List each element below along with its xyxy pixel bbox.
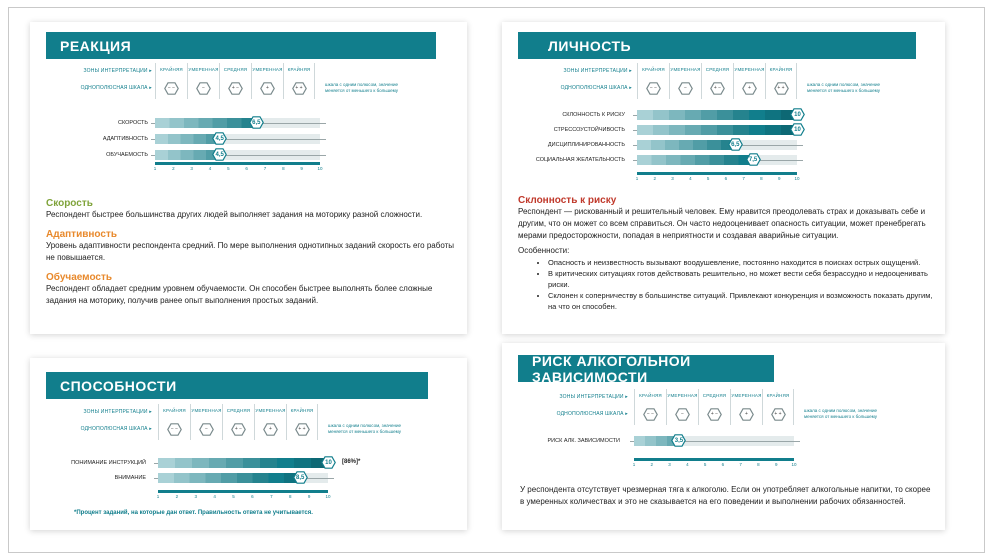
footnote: *Процент заданий, на которые дан ответ. Правильность ответа не учитывается. xyxy=(74,510,313,516)
section-text-adaptivity: Уровень адаптивности респондента средний. По мере выполнения однотипных заданий скорость его работы не повышается. xyxy=(46,241,455,262)
zone-columns xyxy=(155,63,315,99)
scale-label: ОДНОПОЛЮСНАЯ ШКАЛА ▸ xyxy=(80,426,152,432)
zone-icon: + − xyxy=(220,77,251,99)
zone-name: КРАЙНЯЯ xyxy=(290,408,314,413)
scale-fill xyxy=(637,140,735,150)
zones-label: ЗОНЫ ИНТЕРПРЕТАЦИИ ▸ xyxy=(559,394,628,400)
zone-name: УМЕРЕННАЯ xyxy=(731,393,762,398)
scale-fill xyxy=(158,458,328,468)
zones-label: ЗОНЫ ИНТЕРПРЕТАЦИИ ▸ xyxy=(83,68,152,74)
scale-fill xyxy=(158,473,300,483)
axis-tick: 9 xyxy=(300,166,303,171)
axis-tick: 3 xyxy=(190,166,193,171)
zone-column xyxy=(187,63,219,99)
zone-column xyxy=(286,404,318,440)
zone-icon: + xyxy=(255,418,286,440)
axis-tick: 5 xyxy=(227,166,230,171)
zone-column xyxy=(733,63,765,99)
features-list xyxy=(518,257,933,312)
axis-tick: 2 xyxy=(653,176,657,181)
axis-tick: 8 xyxy=(288,494,292,499)
zone-icon: + + xyxy=(287,418,317,440)
axis-tick: 2 xyxy=(650,462,654,467)
axis-tick: 6 xyxy=(721,462,725,467)
axis-tick: 8 xyxy=(760,176,763,181)
value-badge: 7,5 xyxy=(746,153,761,166)
zone-icon: − xyxy=(667,403,698,425)
zone-name: УМЕРЕННАЯ xyxy=(670,67,701,72)
zone-icon: − xyxy=(191,418,222,440)
scale-note: шкала с одним полюсом, значение меняется от меньшего к большему xyxy=(325,82,399,93)
zone-icon: + xyxy=(731,403,762,425)
zone-column xyxy=(669,63,701,99)
axis-line xyxy=(634,458,794,461)
scale-row-label: ДИСЦИПЛИНИРОВАННОСТЬ xyxy=(547,142,625,148)
zone-name: СРЕДНЯЯ xyxy=(223,67,248,72)
axis-tick: 2 xyxy=(172,166,175,171)
axis-tick: 1 xyxy=(635,176,639,181)
axis-tick: 7 xyxy=(742,176,745,181)
zone-icon: + xyxy=(252,77,283,99)
zone-name: УМЕРЕННАЯ xyxy=(667,393,698,398)
scale-row-label: ПОНИМАНИЕ ИНСТРУКЦИЙ xyxy=(71,460,146,466)
scale-fill xyxy=(637,155,753,165)
zone-name: СРЕДНЯЯ xyxy=(226,408,251,413)
scale-label: ОДНОПОЛЮСНАЯ ШКАЛА ▸ xyxy=(80,85,152,91)
scale-row-label: ВНИМАНИЕ xyxy=(114,475,146,481)
scale-fill xyxy=(155,150,219,160)
scale-fill xyxy=(637,125,797,135)
zone-name: КРАЙНЯЯ xyxy=(639,393,662,398)
zone-column xyxy=(158,404,190,440)
zone-column xyxy=(698,389,730,425)
value-badge: 6,5 xyxy=(728,138,743,151)
axis-tick: 1 xyxy=(632,462,636,467)
axis-tick: 10 xyxy=(317,166,323,171)
zone-column xyxy=(637,63,669,99)
value-badge: 4,5 xyxy=(212,148,227,161)
section-heading-adaptivity: Адаптивность xyxy=(46,229,117,240)
axis-tick: 9 xyxy=(774,462,778,467)
value-badge: 10 xyxy=(790,108,805,121)
abilities-card xyxy=(30,358,467,530)
axis-tick: 6 xyxy=(251,494,254,499)
axis-tick: 9 xyxy=(777,176,781,181)
value-badge: 4,5 xyxy=(212,132,227,145)
section-heading-learnability: Обучаемость xyxy=(46,272,113,283)
scale-label: ОДНОПОЛЮСНАЯ ШКАЛА ▸ xyxy=(556,411,628,417)
scale-row-label: СТРЕССОУСТОЙЧИВОСТЬ xyxy=(553,127,625,133)
scale-axis xyxy=(156,490,331,500)
scale-axis xyxy=(635,172,800,182)
zone-name: УМЕРЕННАЯ xyxy=(734,67,765,72)
axis-tick: 4 xyxy=(208,166,212,171)
scale-row-label: РИСК АЛК. ЗАВИСИМОСТИ xyxy=(547,438,620,444)
zone-column xyxy=(251,63,283,99)
personality-title: ЛИЧНОСТЬ xyxy=(518,32,916,59)
abilities-title: СПОСОБНОСТИ xyxy=(46,372,428,399)
axis-tick: 5 xyxy=(706,176,710,181)
axis-tick: 10 xyxy=(325,494,331,499)
zone-name: КРАЙНЯЯ xyxy=(160,67,183,72)
value-badge: 6,5 xyxy=(249,116,264,129)
axis-line xyxy=(637,172,797,175)
axis-tick: 10 xyxy=(791,462,797,467)
axis-tick: 1 xyxy=(153,166,157,171)
zone-column xyxy=(730,389,762,425)
axis-tick: 8 xyxy=(757,462,760,467)
axis-tick: 5 xyxy=(703,462,707,467)
zone-icon: − xyxy=(670,77,701,99)
list-item: • Опасность и неизвестность вызывают воодушевление, постоянно находится в поисках острых ощущений. xyxy=(548,257,933,268)
axis-tick: 4 xyxy=(686,462,689,467)
zone-name: СРЕДНЯЯ xyxy=(702,393,727,398)
axis-tick: 10 xyxy=(794,176,800,181)
list-item: • Склонен к соперничеству в большинстве ситуаций. Привлекают конкуренция и возможность показать другим, на что он способен. xyxy=(548,290,933,312)
percent-answered: [86%]* xyxy=(342,459,361,465)
zone-column xyxy=(190,404,222,440)
axis-tick: 8 xyxy=(282,166,285,171)
axis-tick: 6 xyxy=(245,166,248,171)
zone-icon: + − xyxy=(699,403,730,425)
value-badge: 3,5 xyxy=(671,434,686,447)
zone-column xyxy=(765,63,797,99)
scale-row-label: ОБУЧАЕМОСТЬ xyxy=(106,152,148,158)
section-text-learnability: Респондент обладает средним уровнем обучаемости. Он способен быстрее выполнять более сложные задания на моторику, получив ранее опыт выполнения простых заданий. xyxy=(46,284,433,305)
zone-column xyxy=(701,63,733,99)
zone-name: КРАЙНЯЯ xyxy=(769,67,793,72)
axis-tick: 6 xyxy=(724,176,728,181)
zone-name: КРАЙНЯЯ xyxy=(287,67,311,72)
axis-tick: 3 xyxy=(668,462,671,467)
zone-name: УМЕРЕННАЯ xyxy=(252,67,283,72)
section-text-speed: Респондент быстрее большинства других людей выполняет задания на моторику разной сложности. xyxy=(46,210,423,219)
scale-row-label: СОЦИАЛЬНАЯ ЖЕЛАТЕЛЬНОСТЬ xyxy=(535,157,625,163)
zone-column xyxy=(155,63,187,99)
zone-icon: + + xyxy=(284,77,314,99)
zone-icon: + + xyxy=(766,77,796,99)
zone-column xyxy=(666,389,698,425)
value-badge: 10 xyxy=(321,456,336,469)
zone-icon: − − xyxy=(635,403,666,425)
axis-tick: 3 xyxy=(671,176,674,181)
zone-name: УМЕРЕННАЯ xyxy=(188,67,219,72)
personality-text xyxy=(518,195,933,312)
list-item: • В критических ситуациях готов действовать решительно, но может вести себя безрассудно и недооценивать риски. xyxy=(548,268,933,290)
zone-icon: − − xyxy=(159,418,190,440)
zone-icon: − xyxy=(188,77,219,99)
zone-column xyxy=(219,63,251,99)
axis-tick: 7 xyxy=(263,166,267,171)
zone-column xyxy=(283,63,315,99)
axis-tick: 4 xyxy=(213,494,216,499)
alcohol-title: РИСК АЛКОГОЛЬНОЙ ЗАВИСИМОСТИ xyxy=(518,355,774,382)
zone-name: СРЕДНЯЯ xyxy=(705,67,730,72)
axis-tick: 1 xyxy=(156,494,160,499)
value-badge: 8,5 xyxy=(293,471,308,484)
zone-icon: + − xyxy=(702,77,733,99)
axis-tick: 4 xyxy=(689,176,692,181)
reaction-title: РЕАКЦИЯ xyxy=(46,32,436,59)
scale-axis xyxy=(632,458,797,468)
axis-tick: 5 xyxy=(232,494,235,499)
axis-line xyxy=(158,490,328,493)
zone-columns xyxy=(158,404,318,440)
zone-icon: + + xyxy=(763,403,793,425)
scale-note: шкала с одним полюсом, значение меняется от меньшего к большему xyxy=(804,408,878,419)
reaction-text xyxy=(46,198,456,307)
section-text-risk: Респондент — рискованный и решительный человек. Ему нравится преодолевать страх и доказывать себе и другим, что он может со всем справиться. Он часто недооценивает опасность ситуации, может пренебрегать мерами предосторожности, попадая в неприятности и создавая аварийные ситуации. xyxy=(518,207,926,240)
alcohol-card xyxy=(502,343,945,530)
zone-column xyxy=(634,389,666,425)
zones-label: ЗОНЫ ИНТЕРПРЕТАЦИИ ▸ xyxy=(83,409,152,415)
zone-icon: + xyxy=(734,77,765,99)
zone-column xyxy=(222,404,254,440)
axis-tick: 3 xyxy=(194,494,198,499)
zone-column xyxy=(254,404,286,440)
features-label: Особенности: xyxy=(518,246,570,255)
scale-label: ОДНОПОЛЮСНАЯ ШКАЛА ▸ xyxy=(560,85,632,91)
alcohol-text: У респондента отсутствует чрезмерная тяга к алкоголю. Если он употребляет алкогольные напитки, то скорее в умеренных количествах и это не сказывается на его поведении и выполнении рабочих обязанностей. xyxy=(520,485,931,506)
axis-tick: 9 xyxy=(307,494,311,499)
zone-column xyxy=(762,389,794,425)
section-heading-speed: Скорость xyxy=(46,198,93,209)
scale-note: шкала с одним полюсом, значение меняется от меньшего к большему xyxy=(328,423,402,434)
axis-tick: 7 xyxy=(270,494,273,499)
zone-icon: + − xyxy=(223,418,254,440)
zones-label: ЗОНЫ ИНТЕРПРЕТАЦИИ ▸ xyxy=(563,68,632,74)
zone-name: КРАЙНЯЯ xyxy=(642,67,665,72)
scale-row-label: СКЛОННОСТЬ К РИСКУ xyxy=(562,112,625,118)
scale-row-label: АДАПТИВНОСТЬ xyxy=(102,136,148,142)
zone-name: КРАЙНЯЯ xyxy=(766,393,790,398)
scale-note: шкала с одним полюсом, значение меняется от меньшего к большему xyxy=(807,82,881,93)
personality-card xyxy=(502,22,945,334)
value-badge: 10 xyxy=(790,123,805,136)
axis-line xyxy=(155,162,320,165)
zone-columns xyxy=(634,389,794,425)
section-heading-risk: Склонность к риску xyxy=(518,195,617,206)
reaction-card xyxy=(30,22,467,334)
scale-axis xyxy=(153,162,323,172)
zone-name: УМЕРЕННАЯ xyxy=(191,408,222,413)
zone-name: КРАЙНЯЯ xyxy=(163,408,186,413)
axis-tick: 2 xyxy=(175,494,179,499)
zone-columns xyxy=(637,63,797,99)
zone-name: УМЕРЕННАЯ xyxy=(255,408,286,413)
zone-icon: − − xyxy=(156,77,187,99)
zone-icon: − − xyxy=(638,77,669,99)
axis-tick: 7 xyxy=(739,462,742,467)
scale-fill xyxy=(155,134,219,144)
scale-fill xyxy=(155,118,256,128)
scale-fill xyxy=(637,110,797,120)
scale-row-label: СКОРОСТЬ xyxy=(118,120,148,126)
